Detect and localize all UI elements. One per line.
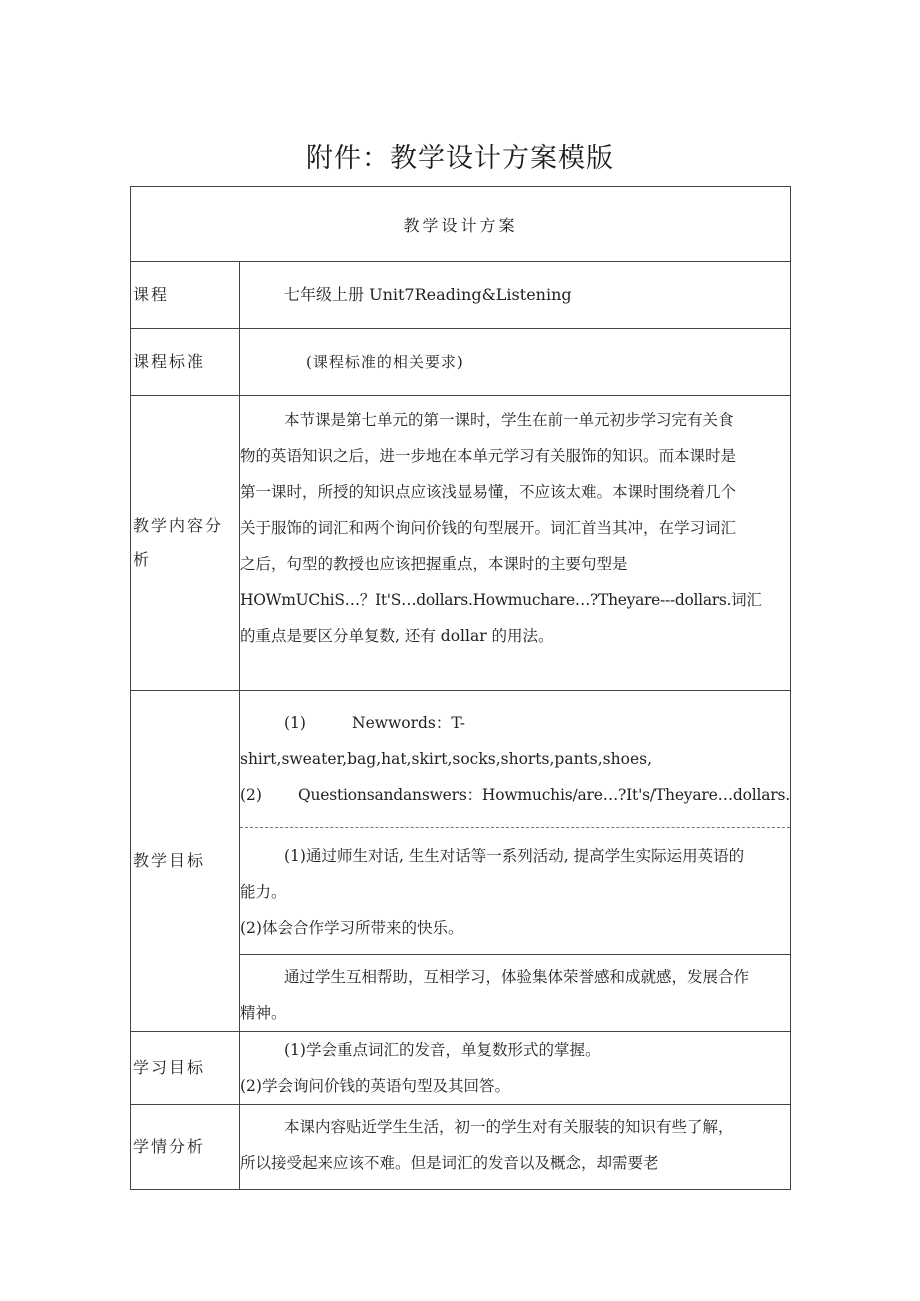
content-analysis-label-line1: 教学内容分 [133, 516, 224, 535]
standard-row [131, 329, 791, 396]
teaching-goals-label: 教学目标 [131, 691, 240, 1032]
page-title: 附件：教学设计方案模版 [306, 143, 614, 174]
analysis-line: HOWmUChiS…？It'S…dollars.Howmuchare…?Theyare---dollars.词汇 [240, 591, 762, 609]
ability-line: 能力。 [240, 883, 287, 901]
knowledge-item-1-number: (1) [284, 714, 306, 732]
analysis-line: 之后，句型的教授也应该把握重点，本课时的主要句型是 [240, 555, 628, 573]
content-analysis-label-line2: 析 [133, 550, 152, 569]
student-analysis-row [131, 1105, 791, 1190]
learning-goal-line: (1)学会重点词汇的发音，单复数形式的掌握。 [284, 1041, 601, 1059]
analysis-line: 关于服饰的词汇和两个询问价钱的句型展开。词汇首当其冲，在学习词汇 [240, 519, 737, 537]
knowledge-item-2-number: (2) [240, 786, 262, 804]
ability-line: (2)体会合作学习所带来的快乐。 [240, 919, 464, 937]
teaching-goals-content [240, 691, 791, 1032]
analysis-line: 第一课时，所授的知识点应该浅显易懂，不应该太难。本课时围绕着几个 [240, 483, 737, 501]
learning-goals-content [240, 1032, 791, 1105]
course-row [131, 262, 791, 329]
knowledge-goals [240, 691, 790, 828]
table-header: 教学设计方案 [131, 187, 791, 262]
ability-goals [240, 828, 790, 955]
analysis-line: 的重点是要区分单复数, 还有 dollar 的用法。 [240, 627, 554, 645]
analysis-line: 物的英语知识之后，进一步地在本单元学习有关服饰的知识。而本课时是 [240, 447, 737, 465]
content-analysis-text [240, 396, 791, 691]
ability-line: (1)通过师生对话, 生生对话等一系列活动, 提高学生实际运用英语的 [284, 847, 745, 865]
learning-goals-row [131, 1032, 791, 1105]
course-value: 七年级上册 Unit7Reading&Listening [240, 262, 791, 329]
teaching-design-table [130, 186, 791, 1190]
knowledge-item-1 [240, 705, 790, 741]
table-header-row [131, 187, 791, 262]
knowledge-item-1-cont: shirt,sweater,bag,hat,skirt,socks,shorts,pants,shoes, [240, 750, 652, 768]
knowledge-item-2-text: Questionsandanswers：Howmuchis∕are…?It's/Theyare…dollars. [298, 786, 790, 804]
analysis-line: 本节课是第七单元的第一课时，学生在前一单元初步学习完有关食 [284, 411, 734, 429]
student-analysis-line: 所以接受起来应该不难。但是词汇的发音以及概念，却需要老 [240, 1154, 659, 1172]
course-label: 课程 [131, 262, 240, 329]
knowledge-item-1-text: Newwords：T- [352, 714, 465, 732]
teaching-goals-row [131, 691, 791, 1032]
standard-value: (课程标准的相关要求) [240, 329, 791, 396]
emotion-line: 精神。 [240, 1004, 287, 1022]
learning-goal-line: (2)学会询问价钱的英语句型及其回答。 [240, 1077, 510, 1095]
content-analysis-row [131, 396, 791, 691]
emotion-line: 通过学生互相帮助，互相学习，体验集体荣誉感和成就感，发展合作 [284, 968, 750, 986]
emotion-goals [240, 955, 790, 1031]
student-analysis-line: 本课内容贴近学生生活，初一的学生对有关服装的知识有些了解， [284, 1118, 734, 1136]
student-analysis-content [240, 1105, 791, 1190]
learning-goals-label: 学习目标 [131, 1032, 240, 1105]
content-analysis-label [131, 396, 240, 691]
student-analysis-label: 学情分析 [131, 1105, 240, 1190]
knowledge-item-2 [240, 777, 790, 813]
standard-label: 课程标准 [131, 329, 240, 396]
